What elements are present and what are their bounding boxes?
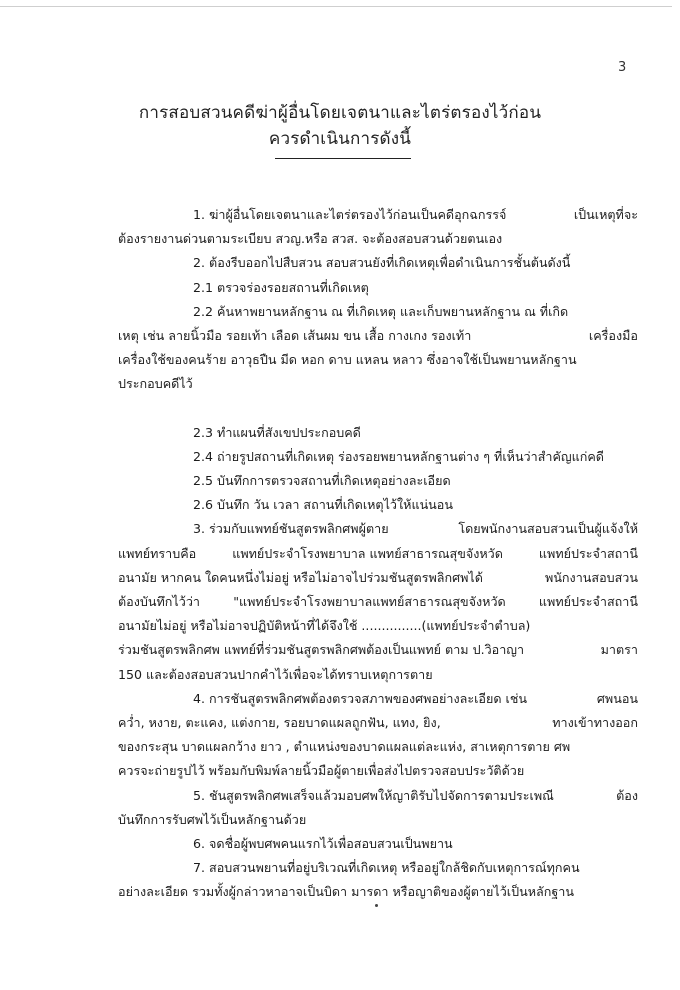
text: อย่างละเอียด รวมทั้งผู้กล่าวหาอาจเป็นบิดา มารดา หรือญาติของผู้ตายไว้เป็นหลักฐาน — [118, 884, 574, 900]
text: พนักงานสอบสวน — [545, 569, 638, 585]
text: เป็นเหตุที่จะ — [573, 207, 638, 222]
text: 2.4 ถ่ายรูปสถานที่เกิดเหตุ ร่องรอยพยานหลักฐานต่าง ๆ ที่เห็นว่าสำคัญแก่คดี — [193, 448, 604, 464]
text: ต้อง — [616, 787, 638, 803]
text: มาตรา — [600, 642, 638, 658]
item-2-2-line-2 — [118, 324, 638, 348]
scan-dot-mark — [375, 904, 378, 907]
text: 2.6 บันทึก วัน เวลา สถานที่เกิดเหตุไว้ให้แน่นอน — [193, 497, 453, 513]
text: แพทย์ประจำสถานี — [538, 594, 638, 609]
text: แพทย์ประจำสถานี — [538, 545, 638, 561]
item-2-4 — [118, 445, 638, 469]
text: 1. ฆ่าผู้อื่นโดยเจตนาและไตร่ตรองไว้ก่อนเป็นคดีอุกฉกรรจ์ — [193, 207, 507, 222]
text: ต้องรายงานด่วนตามระเบียบ สวญ.หรือ สวส. จะต้องสอบสวนด้วยตนเอง — [118, 231, 503, 247]
text: ทางเข้าทางออก — [552, 714, 638, 730]
page-number: 3 — [618, 60, 627, 75]
text: แพทย์ทราบคือ — [118, 545, 197, 561]
text: 6. จดชื่อผู้พบศพคนแรกไว้เพื่อสอบสวนเป็นพยาน — [193, 835, 453, 851]
text: เหตุ เช่น ลายนิ้วมือ รอยเท้า เลือด เส้นผม ขน เสื้อ กางเกง รองเท้า — [118, 327, 472, 343]
text: เครื่องใช้ของคนร้าย อาวุธปืน มีด หอก ดาบ แหลน หลาว ซึ่งอาจใช้เป็นพยานหลักฐาน — [118, 352, 577, 368]
text: 5. ชันสูตรพลิกศพเสร็จแล้วมอบศพให้ญาติรับไปจัดการตามประเพณี — [193, 787, 554, 803]
item-2-6 — [118, 493, 638, 517]
text: คว่ำ, หงาย, ตะแคง, แต่งกาย, รอยบาดแผลถูกฟัน, แทง, ยิง, — [118, 714, 441, 730]
item-2-2-line-4 — [118, 372, 638, 396]
text: ของกระสุน บาดแผลกว้าง ยาว , ตำแหน่งของบาดแผลแต่ละแห่ง, สาเหตุการตาย ศพ — [118, 739, 571, 755]
text: อนามัย หากคน ใดคนหนึ่งไม่อยู่ หรือไม่อาจไปร่วมชันสูตรพลิกศพได้ — [118, 569, 483, 585]
text: เครื่องมือ — [588, 327, 638, 343]
title-underline — [275, 158, 411, 159]
paragraph-2-line-1 — [118, 251, 638, 275]
document-title — [0, 100, 680, 159]
item-2-2-line-1 — [118, 300, 638, 324]
paragraph-4-line-2 — [118, 711, 638, 735]
text: ประกอบคดีไว้ — [118, 376, 193, 392]
paragraph-4-line-1 — [118, 687, 638, 711]
item-2-2-line-3 — [118, 348, 638, 372]
paragraph-3-line-2 — [118, 542, 638, 566]
blank-line — [118, 397, 638, 421]
paragraph-5-line-1 — [118, 784, 638, 808]
text: 2.3 ทำแผนที่สังเขปประกอบคดี — [193, 424, 361, 440]
text: 150 และต้องสอบสวนปากคำไว้เพื่อจะได้ทราบเหตุการตาย — [118, 666, 433, 682]
document-body — [118, 203, 638, 904]
text: 3. ร่วมกับแพทย์ชันสูตรพลิกศพผู้ตาย — [193, 521, 389, 537]
text: อนามัยไม่อยู่ หรือไม่อาจปฏิบัติหน้าที่ได้จึงใช้ ...............(แพทย์ประจำตำบล) — [118, 618, 531, 634]
text: 2.5 บันทึกการตรวจสถานที่เกิดเหตุอย่างละเอียด — [193, 473, 451, 489]
paragraph-5-line-2 — [118, 808, 638, 832]
text: 7. สอบสวนพยานที่อยู่บริเวณที่เกิดเหตุ หรืออยู่ใกล้ชิดกับเหตุการณ์ทุกคน — [193, 860, 580, 876]
text: โดยพนักงานสอบสวนเป็นผู้แจ้งให้ — [458, 521, 638, 537]
text: 4. การชันสูตรพลิกศพต้องตรวจสภาพของศพอย่างละเอียด เช่น — [193, 690, 528, 706]
text: "แพทย์ประจำโรงพยาบาลแพทย์สาธารณสุขจังหวัด — [233, 594, 506, 609]
paragraph-3-line-7 — [118, 663, 638, 687]
paragraph-7-line-2 — [118, 880, 638, 904]
paragraph-3-line-3 — [118, 566, 638, 590]
paragraph-3-line-4 — [118, 590, 638, 614]
paragraph-1-line-2 — [118, 227, 638, 251]
text: บันทึกการรับศพไว้เป็นหลักฐานด้วย — [118, 811, 307, 827]
paragraph-6 — [118, 832, 638, 856]
paragraph-7-line-1 — [118, 856, 638, 880]
text: 2. ต้องรีบออกไปสืบสวน สอบสวนยังที่เกิดเหตุเพื่อดำเนินการชั้นต้นดังนี้ — [193, 255, 571, 271]
item-2-1 — [118, 276, 638, 300]
text: ต้องบันทึกไว้ว่า — [118, 594, 200, 609]
text: 2.1 ตรวจร่องรอยสถานที่เกิดเหตุ — [193, 279, 369, 295]
text: ควรจะถ่ายรูปไว้ พร้อมกับพิมพ์ลายนิ้วมือผู้ตายเพื่อส่งไปตรวจสอบประวัติด้วย — [118, 763, 525, 779]
paragraph-1-line-1 — [118, 203, 638, 227]
text: ร่วมชันสูตรพลิกศพ แพทย์ที่ร่วมชันสูตรพลิกศพต้องเป็นแพทย์ ตาม ป.วิอาญา — [118, 642, 525, 658]
paragraph-3-line-1 — [118, 517, 638, 541]
title-line-2: ควรดำเนินการดังนี้ — [268, 129, 412, 149]
paragraph-3-line-5 — [118, 614, 638, 638]
paragraph-3-line-6 — [118, 638, 638, 662]
paragraph-4-line-4 — [118, 759, 638, 783]
item-2-5 — [118, 469, 638, 493]
paragraph-4-line-3 — [118, 735, 638, 759]
scan-top-edge — [0, 6, 672, 7]
text: แพทย์ประจำโรงพยาบาล แพทย์สาธารณสุขจังหวัด — [232, 545, 503, 561]
text: ศพนอน — [596, 690, 638, 706]
text: 2.2 ค้นหาพยานหลักฐาน ณ ที่เกิดเหตุ และเก็บพยานหลักฐาน ณ ที่เกิด — [193, 303, 569, 319]
title-line-1: การสอบสวนคดีฆ่าผู้อื่นโดยเจตนาและไตร่ตรองไว้ก่อน — [138, 103, 542, 123]
item-2-3 — [118, 421, 638, 445]
